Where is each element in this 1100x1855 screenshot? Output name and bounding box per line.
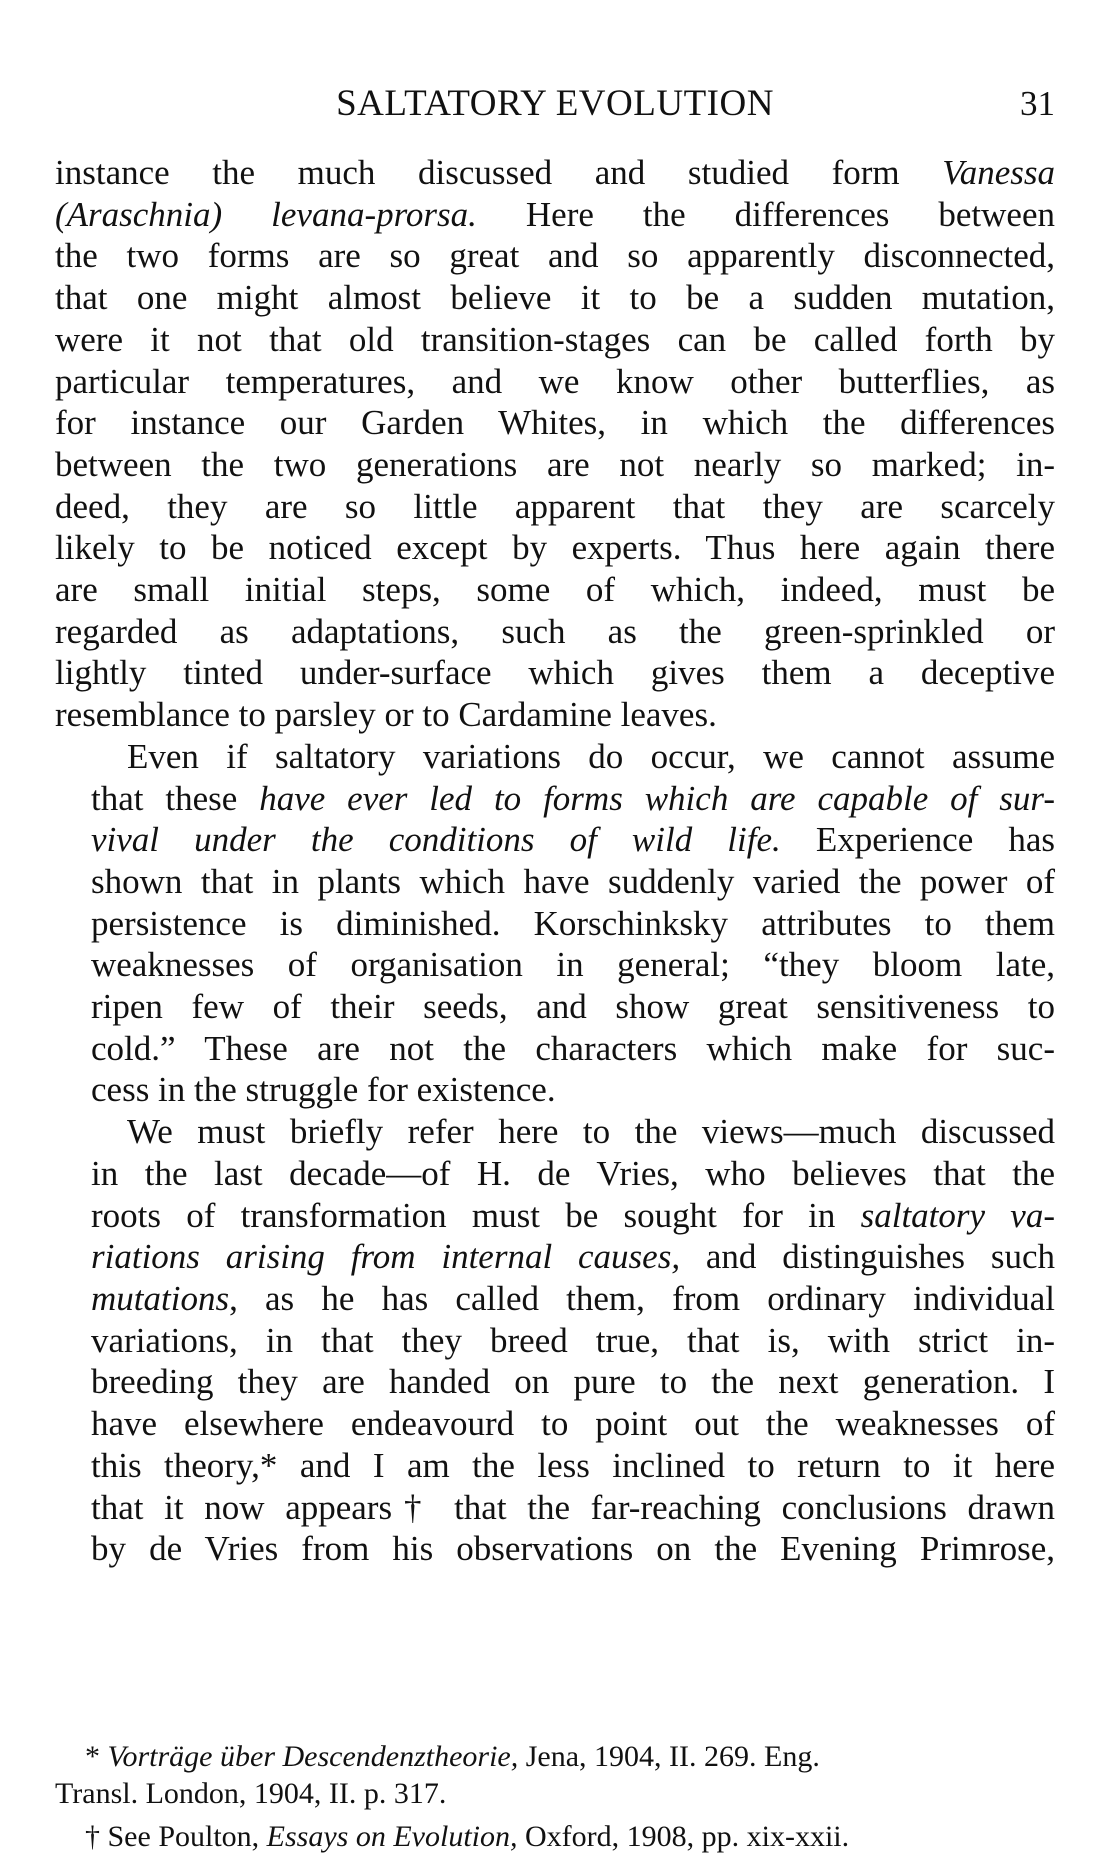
text-line: this theory,* and I am the less inclined to return to it here	[91, 1445, 1055, 1485]
text-line: resemblance to parsley or to Cardamine leaves.	[55, 695, 717, 735]
text-line: vival under the conditions of wild life. Experience has	[91, 820, 1055, 860]
text-line: for instance our Garden Whites, in which the differences	[55, 403, 1055, 443]
page-number: 31	[1020, 84, 1055, 123]
text-line: between the two generations are not nearly so marked; in-	[55, 444, 1055, 484]
text-line: the two forms are so great and so apparently disconnected,	[55, 236, 1055, 276]
footnotes	[55, 1738, 1055, 1855]
paragraph-2	[55, 736, 1055, 1111]
text-line: particular temperatures, and we know other butterflies, as	[55, 361, 1055, 401]
footnote-1	[55, 1738, 1055, 1812]
text-line: ripen few of their seeds, and show great sensitiveness to	[91, 987, 1055, 1027]
text-line: are small initial steps, some of which, indeed, must be	[55, 570, 1055, 610]
text-line: deed, they are so little apparent that they are scarcely	[55, 486, 1055, 526]
text-line: cess in the struggle for existence.	[91, 1070, 556, 1110]
text-line: instance the much discussed and studied form Vanessa	[55, 153, 1055, 192]
paragraph-3	[55, 1111, 1055, 1570]
text-line: shown that in plants which have suddenly varied the power of	[91, 861, 1055, 901]
text-line: lightly tinted under-surface which gives them a deceptive	[55, 653, 1055, 693]
body-text	[55, 152, 1055, 1570]
text-line: mutations, as he has called them, from ordinary individual	[91, 1278, 1055, 1318]
text-line: were it not that old transition-stages can be called forth by	[55, 319, 1055, 359]
text-line: by de Vries from his observations on the Evening Primrose,	[91, 1529, 1055, 1569]
page-header	[55, 82, 1055, 126]
footnote-2: † See Poulton, Essays on Evolution, Oxford, 1908, pp. xix-xxii.	[85, 1820, 850, 1853]
text-line: that these have ever led to forms which are capable of sur-	[91, 778, 1055, 818]
text-line: cold.” These are not the characters which make for suc-	[91, 1028, 1055, 1068]
text-line: We must briefly refer here to the views—much discussed	[127, 1112, 1055, 1152]
text-line: have elsewhere endeavourd to point out the weaknesses of	[91, 1404, 1055, 1444]
text-line: persistence is diminished. Korschinksky attributes to them	[91, 903, 1055, 943]
paragraph-1	[55, 152, 1055, 736]
text-line: that one might almost believe it to be a sudden mutation,	[55, 278, 1055, 318]
text-line: Even if saltatory variations do occur, we cannot assume	[127, 736, 1055, 776]
running-head: SALTATORY EVOLUTION	[336, 83, 774, 124]
text-line: (Araschnia) levana-prorsa. Here the differences between	[55, 194, 1056, 234]
text-line: regarded as adaptations, such as the green-sprinkled or	[55, 611, 1055, 651]
footnote-1-line-1: * Vorträge über Descendenztheorie, Jena, 1904, II. 269. Eng.	[85, 1740, 820, 1773]
text-line: that it now appears† that the far-reaching conclusions drawn	[91, 1487, 1055, 1527]
text-line: riations arising from internal causes, and distinguishes such	[91, 1237, 1055, 1277]
text-line: roots of transformation must be sought for in saltatory va-	[91, 1195, 1055, 1235]
text-line: weaknesses of organisation in general; “they bloom late,	[91, 945, 1055, 985]
text-line: variations, in that they breed true, that is, with strict in-	[91, 1320, 1055, 1360]
text-line: likely to be noticed except by experts. Thus here again there	[55, 528, 1055, 568]
footnote-1-line-2: Transl. London, 1904, II. p. 317.	[55, 1777, 447, 1810]
text-line: in the last decade—of H. de Vries, who believes that the	[91, 1153, 1055, 1193]
text-line: breeding they are handed on pure to the next generation. I	[91, 1362, 1055, 1402]
